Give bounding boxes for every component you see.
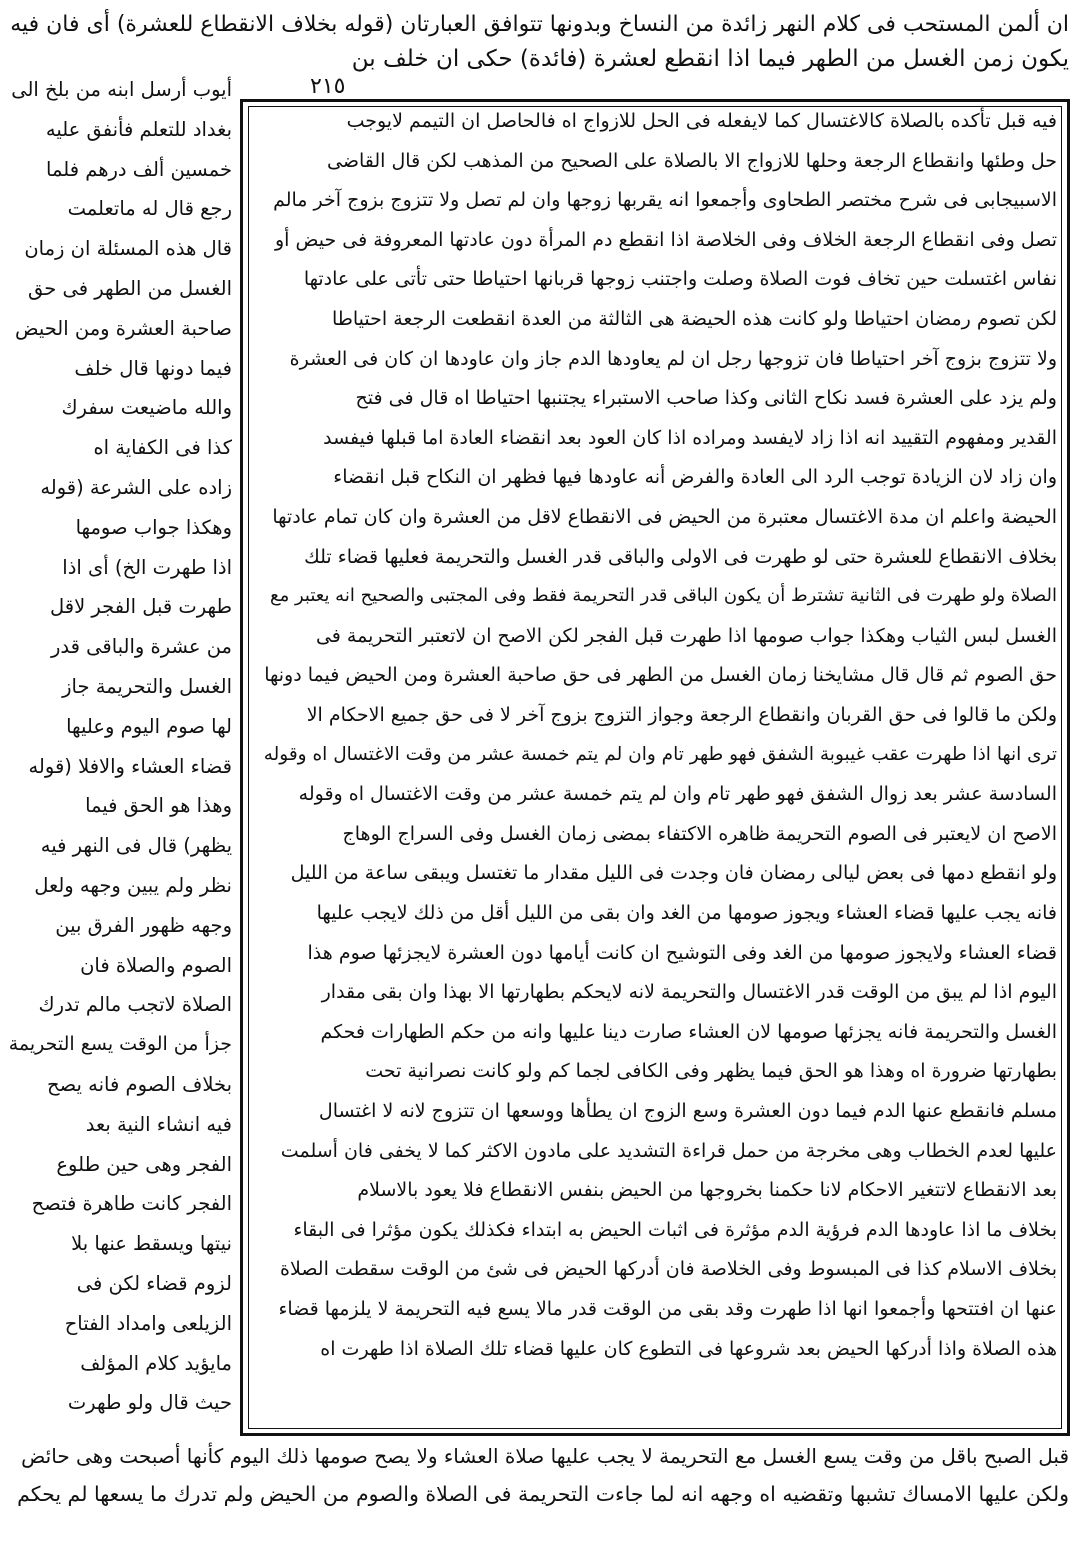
side-commentary-line: الفجر كانت طاهرة فتصح: [31, 1192, 232, 1216]
side-commentary-line: وهكذا جواب صومها: [75, 515, 232, 539]
main-text-line: السادسة عشر بعد زوال الشفق فهو طهر تام وان لم يتم خمسة عشر من وقت الاغتسال اه وقوله: [298, 783, 1057, 806]
side-commentary-line: الصوم والصلاة فان: [80, 953, 232, 977]
main-text-line: بطهارتها ضرورة اه وهذا هو الحق فيما يظهر وفى الكافى لجما كم ولو كانت نصرانية تحت: [365, 1060, 1057, 1083]
page-number: ٢١٥: [310, 74, 346, 99]
side-commentary-line: طهرت قبل الفجر لاقل: [50, 595, 232, 619]
footer-line: قبل الصبح باقل من وقت يسع الغسل مع التحريمة لا يجب عليها صلاة العشاء ولا يصح صومها ذلك اليوم كأنها أصبحت وهى حائض: [21, 1444, 1069, 1468]
side-commentary-line: زاده على الشرعة (قوله: [40, 476, 232, 499]
side-commentary-line: والله ماضيعت سفرك: [61, 396, 232, 420]
main-text-line: ولكن ما قالوا فى حق القربان وانقطاع الرجعة وجواز التزوج بزوج آخر لا فى حق جميع الاحكام الا: [306, 704, 1057, 726]
side-commentary-line: قضاء العشاء والافلا (قوله: [28, 754, 232, 778]
side-commentary-line: الزيلعى وامداد الفتاح: [64, 1311, 232, 1335]
side-commentary-line: وهذا هو الحق فيما: [85, 794, 232, 818]
side-commentary-line: كذا فى الكفاية اه: [93, 436, 232, 460]
main-text-line: عنها ان افتتحها وأجمعوا انها اذا طهرت وقد بقى من الوقت قدر مالا يسع فيه التحريمة لا يلزمها قضاء: [278, 1298, 1057, 1320]
main-text-line: الصلاة ولو طهرت فى الثانية تشترط أن يكون الباقى قدر التحريمة فقط وفى المجتبى والصحيح انه يعتبر مع: [270, 585, 1057, 607]
main-text-line: الغسل والتحريمة فانه يجزئها صومها لان العشاء صارت دينا عليها وانه من حكم الطهارات فحكم: [320, 1020, 1057, 1043]
side-commentary-line: قال هذه المسئلة ان زمان: [24, 237, 232, 261]
main-text-line: القدير ومفهوم التقييد انه اذا زاد لايفسد ومراده اذا كان العود بعد انقضاء العادة اما قبلها فيفسد: [323, 426, 1057, 449]
main-text-line: قضاء العشاء ولايجوز صومها من الغد وفى التوشيح ان كانت أيامها دون العشرة لايجزئها صوم هذا: [307, 941, 1057, 964]
side-commentary-line: لزوم قضاء لكن فى: [76, 1272, 232, 1295]
side-commentary-line: الصلاة لاتجب مالم تدرك: [38, 993, 232, 1017]
header-line: يكون زمن الغسل من الطهر فيما اذا انقطع لعشرة (فائدة) حكى ان خلف بن: [351, 46, 1069, 72]
main-text-line: بخلاف الاسلام كذا فى المبسوط وفى الخلاصة فان أدركها الحيض فى شئ من الوقت سقطت الصلاة: [280, 1258, 1057, 1281]
main-text-line: حل وطئها وانقطاع الرجعة وحلها للازواج الا بالصلاة على الصحيح من المذهب لكن قال القاضى: [327, 149, 1057, 172]
main-text-line: عليها لعدم الخطاب وهى مخرجة من حمل قراءة التشديد على مادون الاكثر كما لا يخفى فان أسلمت: [280, 1139, 1057, 1162]
side-commentary-line: من عشرة والباقى قدر: [50, 635, 232, 659]
main-text-line: ولو انقطع دمها فى بعض ليالى رمضان فان وجدت فى الليل مقدار ما تغتسل ويبقى ساعة من الليل: [290, 862, 1057, 885]
side-commentary-line: نيتها ويسقط عنها بلا: [71, 1232, 232, 1256]
main-text-line: مسلم فانقطع عنها الدم فيما دون العشرة وسع الزوج ان يطأها ووسعها ان تتزوج لانه لا اغتسال: [318, 1100, 1057, 1122]
main-text-line: الغسل لبس الثياب وهكذا جواب صومها اذا طهرت قبل الفجر لكن الاصح ان لاتعتبر التحريمة فى: [315, 624, 1057, 647]
side-commentary-line: اذا طهرت الخ) أى اذا: [62, 555, 232, 579]
side-commentary-line: بخلاف الصوم فانه يصح: [47, 1073, 232, 1096]
main-text-line: هذه الصلاة واذا أدركها الحيض بعد شروعها فى التطوع كان عليها قضاء تلك الصلاة اذا طهرت اه: [320, 1337, 1057, 1360]
main-text-line: فيه قبل تأكده بالصلاة كالاغتسال كما لايفعله فى الحل للازواج اه فالحاصل ان التيمم لايوجب: [346, 110, 1057, 132]
side-commentary-line: الغسل والتحريمة جاز: [62, 675, 232, 698]
main-text-line: تصل وفى انقطاع الرجعة الخلاف وفى الخلاصة اذا انقطع دم المرأة دون عادتها المعروفة فى حيض أو: [274, 228, 1057, 251]
side-commentary-line: مايؤيد كلام المؤلف: [80, 1351, 232, 1375]
side-commentary-line: خمسين ألف درهم فلما: [46, 157, 232, 181]
side-commentary-line: نظر ولم يبين وجهه ولعل: [34, 874, 232, 897]
main-text-line: بخلاف الانقطاع للعشرة حتى لو طهرت فى الاولى والباقى قدر الغسل والتحريمة فعليها قضاء تلك: [304, 545, 1057, 568]
side-commentary-line: جزأ من الوقت يسع التحريمة: [8, 1033, 232, 1056]
side-commentary-line: فيما دونها قال خلف: [74, 356, 232, 380]
main-text-line: بعد الانقطاع لاتتغير الاحكام لانا حكمنا بخروجها من الحيض بنفس الانقطاع فلا يعود بالاسلام: [357, 1179, 1057, 1202]
side-commentary-line: الغسل من الطهر فى حق: [27, 277, 232, 300]
main-text-line: الاصح ان لايعتبر فى الصوم التحريمة ظاهره الاكتفاء بمضى زمان الغسل وفى السراج الوهاج: [342, 822, 1057, 845]
side-commentary-line: صاحبة العشرة ومن الحيض: [14, 316, 232, 340]
main-text-line: اليوم اذا لم يبق من الوقت قدر الاغتسال والتحريمة لانه لايحكم بطهارتها الا بهذا وان بقى مقدار: [321, 981, 1057, 1004]
main-text-line: لكن تصوم رمضان احتياطا ولو كانت هذه الحيضة هى الثالثة من العدة انقطعت الرجعة احتياطا: [331, 308, 1057, 330]
side-commentary-line: حيث قال ولو طهرت: [67, 1391, 232, 1415]
main-text-line: وان زاد لان الزيادة توجب الرد الى العادة والفرض أنه عاودها فيها فظهر ان النكاح قبل انقضاء: [333, 466, 1057, 489]
side-commentary-line: وجهه ظهور الفرق بين: [55, 913, 232, 937]
main-text-line: ترى انها اذا طهرت عقب غيبوبة الشفق فهو طهر تام وان لم يتم خمسة عشر من وقت الاغتسال اه وقوله: [263, 743, 1057, 765]
main-text-line: الاسبيجابى فى شرح مختصر الطحاوى وأجمعوا انه يقربها زوجها وان لم تصل ولا تتزوج بزوج آخر مالم: [273, 189, 1057, 212]
side-commentary-line: أيوب أرسل ابنه من بلخ الى: [11, 78, 232, 101]
footer-line: ولكن عليها الامساك تشبها وتقضيه اه وجهه انه لما جاءت التحريمة فى الصلاة والصوم من الحيض ولم تدرك ما يسعها لم يحكم: [17, 1482, 1069, 1506]
main-text-line: ولا تتزوج بزوج آخر احتياطا فان تزوجها رجل ان لم يعاودها الدم جاز وان عاودها ان كان فى العشرة: [289, 347, 1057, 370]
main-text-line: فانه يجب عليها قضاء العشاء ويجوز صومها من الغد وان بقى من الليل أقل من ذلك لايجب عليها: [316, 902, 1057, 924]
main-text-line: الحيضة واعلم ان مدة الاغتسال معتبرة من الحيض فى الانقطاع لاقل من العشرة وان كان تمام عادتها: [272, 506, 1057, 528]
side-commentary-line: رجع قال له ماتعلمت: [67, 197, 232, 221]
main-text-line: بخلاف ما اذا عاودها الدم فرؤية الدم مؤثرة فى اثبات الحيض به ابتداء فكذلك يكون مؤثرا فى البقاء: [293, 1218, 1057, 1241]
main-text-line: نفاس اغتسلت حين تخاف فوت الصلاة وصلت واجتنب زوجها قربانها احتياطا حتى تأتى على عادتها: [303, 268, 1057, 291]
side-commentary-line: بغداد للتعلم فأنفق عليه: [45, 117, 232, 141]
side-commentary-line: لها صوم اليوم وعليها: [66, 714, 232, 738]
side-commentary-line: يظهر) قال فى النهر فيه: [40, 834, 232, 858]
side-commentary-line: فيه انشاء النية بعد: [85, 1112, 232, 1136]
header-line: ان ألمن المستحب فى كلام النهر زائدة من النساخ وبدونها تتوافق العبارتان (قوله بخلاف الانقطاع للعشرة) أى فان فيه: [10, 12, 1069, 37]
side-commentary-line: الفجر وهى حين طلوع: [56, 1152, 232, 1176]
main-text-line: ولم يزد على العشرة فسد نكاح الثانى وكذا صاحب الاستبراء يجتنبها احتياطا اه قال فى فتح: [355, 387, 1057, 410]
main-text-line: حق الصوم ثم قال قال مشايخنا زمان الغسل من الطهر فى حق صاحبة العشرة ومن الحيض فيما دونها: [264, 664, 1057, 687]
